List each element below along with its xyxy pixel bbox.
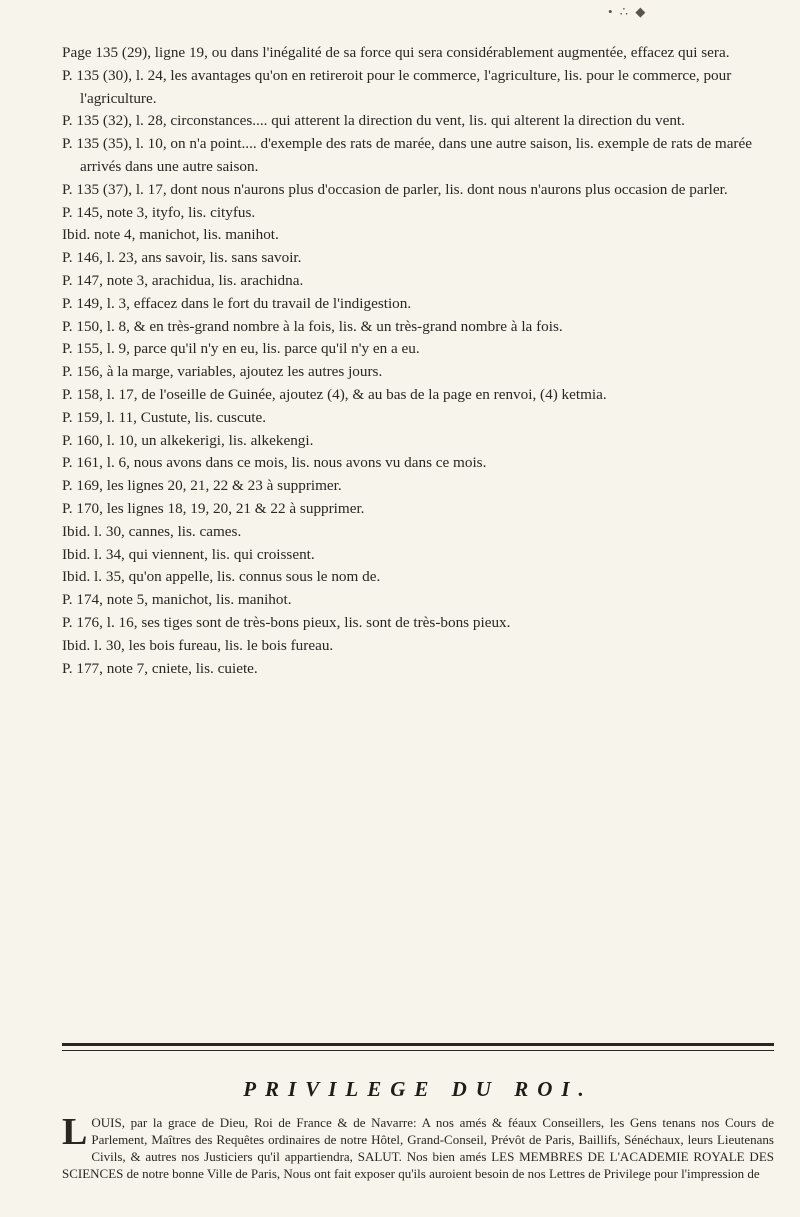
errata-entry: P. 174, note 5, manichot, lis. manihot. — [62, 591, 292, 609]
errata-entry: P. 135 (30), l. 24, les avantages qu'on en retireroit pour le commerce, l'agriculture, lis. pour le commerce, pour l'agriculture. — [62, 66, 736, 107]
errata-entry: P. 135 (35), l. 10, on n'a point.... d'exemple des rats de marée, dans une autre saison, lis. exemple de rats de marée arrivés dans une autre saison. — [62, 135, 756, 175]
errata-entry: Ibid. l. 35, qu'on appelle, lis. connus sous le nom de. — [62, 568, 381, 586]
errata-entry: P. 158, l. 17, de l'oseille de Guinée, ajoutez (4), & au bas de la page en renvoi, (4) ketmia. — [62, 385, 607, 403]
privilege-text — [62, 1111, 774, 1182]
drop-cap: L — [62, 1111, 88, 1153]
errata-entry: Ibid. l. 30, cannes, lis. cames. — [62, 522, 242, 540]
section-divider — [62, 1043, 774, 1051]
errata-entry: P. 159, l. 11, Custute, lis. cuscute. — [62, 408, 267, 426]
errata-entry: Ibid. l. 34, qui viennent, lis. qui croissent. — [62, 545, 315, 563]
errata-entry: P. 145, note 3, ityfo, lis. cityfus. — [62, 203, 256, 221]
corner-ornaments: • ∴ ◆ — [608, 4, 648, 19]
errata-entry: Page 135 (29), ligne 19, ou dans l'inégalité de sa force qui sera considérablement augmentée, effacez qui sera. — [62, 44, 730, 61]
errata-entry: P. 135 (37), l. 17, dont nous n'aurons plus d'occasion de parler, lis. dont nous n'aurons plus occasion de parler. — [62, 180, 728, 198]
errata-entry: P. 155, l. 9, parce qu'il n'y en eu, lis. parce qu'il n'y en a eu. — [62, 340, 420, 358]
errata-entry: P. 135 (32), l. 28, circonstances.... qui atterent la direction du vent, lis. qui alterent la direction du vent. — [62, 112, 685, 130]
errata-entry: P. 170, les lignes 18, 19, 20, 21 & 22 à supprimer. — [62, 499, 365, 517]
errata-entry: P. 147, note 3, arachidua, lis. arachidna. — [62, 271, 304, 289]
errata-entry: P. 177, note 7, cniete, lis. cuiete. — [62, 659, 258, 677]
errata-entry: P. 146, l. 23, ans savoir, lis. sans savoir. — [62, 249, 302, 267]
errata-entry: Ibid. note 4, manichot, lis. manihot. — [62, 226, 279, 244]
errata-entry: P. 176, l. 16, ses tiges sont de très-bons pieux, lis. sont de très-bons pieux. — [62, 613, 511, 631]
errata-entry: P. 169, les lignes 20, 21, 22 & 23 à supprimer. — [62, 477, 342, 495]
errata-entry: P. 156, à la marge, variables, ajoutez les autres jours. — [62, 363, 383, 381]
errata-entry: P. 150, l. 8, & en très-grand nombre à la fois, lis. & un très-grand nombre à la fois. — [62, 317, 563, 335]
errata-entry: Ibid. l. 30, les bois fureau, lis. le bois fureau. — [62, 636, 334, 654]
errata-entry: P. 160, l. 10, un alkekerigi, lis. alkekengi. — [62, 431, 314, 449]
privilege-paragraph: OUIS, par la grace de Dieu, Roi de France & de Navarre: A nos amés & féaux Conseillers, les Gens tenans nos Cours de Parlement, Maîtres des Requêtes ordinaires de notre Hôtel, Grand-Conseil, Prévôt de Paris, Baillifs, Sénéchaux, leurs Lieutenans Civils, & autres nos Justiciers qu'il appartiendra, SALUT. Nos bien amés LES MEMBRES DE L'ACADEMIE ROYALE DES SCIENCES de notre bonne Ville de Paris, Nous ont fait exposer qu'ils auroient besoin de nos Lettres de Privilege pour l'impression de — [62, 1115, 774, 1181]
errata-entry: P. 149, l. 3, effacez dans le fort du travail de l'indigestion. — [62, 294, 412, 312]
privilege-heading: PRIVILEGE DU ROI. — [243, 1077, 593, 1101]
errata-entry: P. 161, l. 6, nous avons dans ce mois, lis. nous avons vu dans ce mois. — [62, 454, 487, 472]
errata-list — [62, 42, 774, 680]
